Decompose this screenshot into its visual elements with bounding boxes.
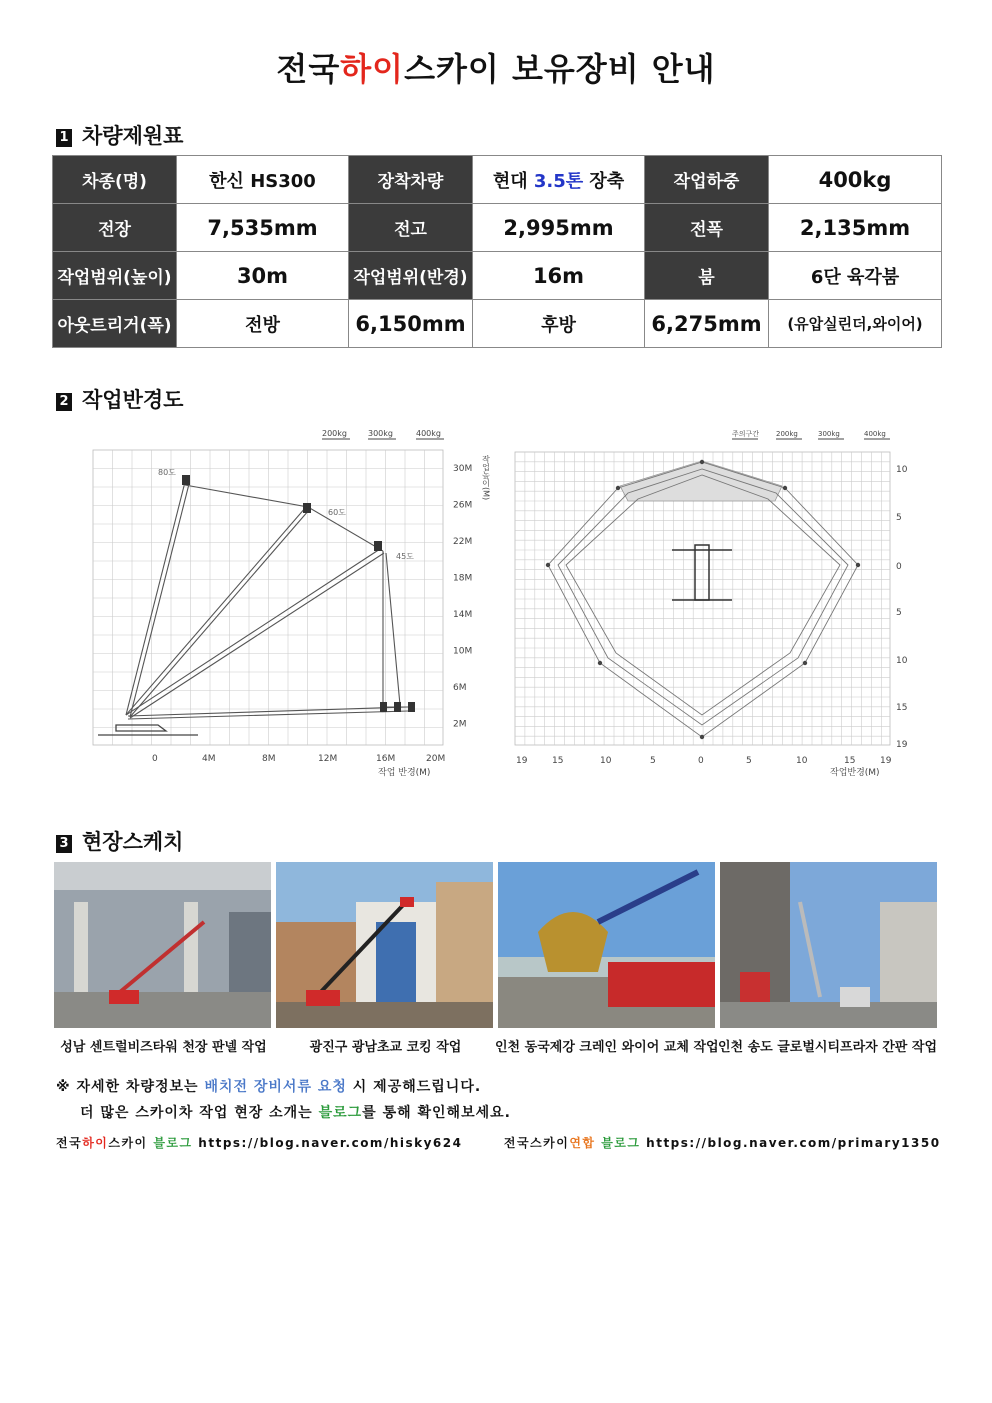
- table-header-cell: 장착차량: [349, 156, 473, 204]
- table-row: [53, 204, 942, 252]
- x-tick-label: 19: [516, 756, 528, 766]
- footer-text: 연합: [569, 1136, 596, 1150]
- y-tick-label: 19: [896, 740, 908, 750]
- x-axis-label: 작업반경(M): [830, 768, 880, 778]
- photo-caption: 광진구 광남초교 코킹 작업: [309, 1040, 462, 1055]
- footer-text: 블로그: [153, 1136, 193, 1150]
- y-tick-label: 5: [896, 608, 902, 618]
- x-tick-label: 4M: [202, 754, 216, 764]
- section-spec-heading: [56, 120, 183, 150]
- y-tick-label: 22M: [453, 537, 473, 547]
- cell-text: 장축: [583, 170, 625, 192]
- x-tick-label: 19: [880, 756, 892, 766]
- x-tick-label: 5: [650, 756, 656, 766]
- table-header-cell: 차종(명): [53, 156, 177, 204]
- site-photo-4: [720, 862, 937, 1028]
- table-header-cell: 전장: [53, 204, 177, 252]
- footer-text: 스카이: [108, 1136, 154, 1150]
- table-cell: 후방: [473, 300, 645, 348]
- table-cell: 6,275mm: [645, 300, 769, 348]
- note-text: 를 통해 확인해보세요.: [362, 1105, 511, 1121]
- table-cell: 6단 육각붐: [769, 252, 942, 300]
- site-photo-1: [54, 862, 271, 1028]
- x-tick-label: 0: [698, 756, 704, 766]
- site-photo-2: [276, 862, 493, 1028]
- section-number: 1: [56, 129, 72, 147]
- note-line-2: [80, 1102, 511, 1122]
- photo-caption: 인천 송도 글로벌시티프라자 간판 작업: [717, 1040, 938, 1055]
- x-axis-label: 작업 반경(M): [378, 768, 431, 778]
- table-cell: [473, 156, 645, 204]
- x-tick-label: 10: [796, 756, 808, 766]
- legend-item: 300kg: [368, 429, 393, 438]
- table-header-cell: 아웃트리거(폭): [53, 300, 177, 348]
- y-tick-label: 10: [896, 656, 908, 666]
- table-cell: 16m: [473, 252, 645, 300]
- y-tick-label: 5: [896, 513, 902, 523]
- y-tick-label: 15: [896, 703, 908, 713]
- footer-links: [56, 1134, 941, 1151]
- legend-item: 200kg: [322, 429, 347, 438]
- footer-text: 전국: [56, 1136, 83, 1150]
- table-cell: 7,535mm: [177, 204, 349, 252]
- table-header-cell: 작업하중: [645, 156, 769, 204]
- table-cell: 30m: [177, 252, 349, 300]
- y-tick-label: 30M: [453, 464, 473, 474]
- angle-label: 45도: [396, 552, 414, 561]
- table-row: [53, 300, 942, 348]
- table-cell: 한신 HS300: [177, 156, 349, 204]
- table-cell: 6,150mm: [349, 300, 473, 348]
- section-label: 현장스케치: [82, 830, 184, 854]
- table-cell: 전방: [177, 300, 349, 348]
- section-number: 3: [56, 835, 72, 853]
- y-axis-label: 작업높이(M): [481, 455, 491, 501]
- site-photo-3: [498, 862, 715, 1028]
- table-header-cell: 작업범위(반경): [349, 252, 473, 300]
- legend-item: 400kg: [864, 430, 886, 438]
- truck-base: [98, 725, 198, 735]
- y-tick-label: 6M: [453, 683, 467, 693]
- title-part2: 하이: [340, 50, 405, 88]
- legend-item: 주의구간: [732, 430, 760, 438]
- x-tick-label: 0: [152, 754, 158, 764]
- photo-caption: 성남 센트럴비즈타워 천장 판넬 작업: [60, 1040, 267, 1055]
- x-tick-label: 16M: [376, 754, 396, 764]
- chart-legend: [732, 429, 886, 438]
- y-tick-label: 18M: [453, 573, 473, 584]
- cell-text: 현대: [492, 170, 534, 192]
- photo-caption: 인천 동국제강 크레인 와이어 교체 작업: [495, 1040, 719, 1055]
- title-part1: 전국: [276, 50, 341, 88]
- note-text: ※ 자세한 차량정보는: [56, 1079, 205, 1095]
- table-header-cell: 작업범위(높이): [53, 252, 177, 300]
- basket-marks: [182, 475, 415, 712]
- x-tick-label: 12M: [318, 754, 338, 764]
- note-text: 시 제공해드립니다.: [346, 1079, 482, 1095]
- y-tick-label: 2M: [453, 719, 467, 730]
- legend-item: 200kg: [776, 430, 798, 438]
- x-tick-label: 5: [746, 756, 752, 766]
- legend-item: 300kg: [818, 430, 840, 438]
- x-tick-label: 10: [600, 756, 612, 766]
- table-row: [53, 156, 942, 204]
- section-label: 차량제원표: [82, 124, 184, 148]
- table-cell: 2,135mm: [769, 204, 942, 252]
- table-cell: 2,995mm: [473, 204, 645, 252]
- cell-text-highlight: 3.5톤: [533, 170, 584, 192]
- note-highlight: 블로그: [318, 1105, 363, 1121]
- legend-item: 400kg: [416, 429, 441, 438]
- note-line-1: [56, 1076, 481, 1096]
- section-chart-heading: [56, 384, 183, 414]
- table-cell: (유압실린더,와이어): [769, 300, 942, 348]
- note-text: 더 많은 스카이차 작업 현장 소개는: [80, 1105, 319, 1121]
- x-tick-label: 15: [552, 756, 564, 766]
- angle-label: 60도: [328, 508, 346, 517]
- working-radius-chart: [510, 425, 910, 785]
- angle-label: 80도: [158, 468, 176, 477]
- y-tick-label: 10: [896, 465, 908, 475]
- note-highlight: 배치전 장비서류 요청: [204, 1079, 347, 1095]
- x-tick-label: 8M: [262, 754, 276, 764]
- page-title: [0, 44, 992, 90]
- blog-link-primary[interactable]: https://blog.naver.com/primary1350: [640, 1136, 941, 1150]
- footer-text: 블로그: [595, 1136, 641, 1150]
- table-header-cell: 붐: [645, 252, 769, 300]
- blog-link-hisky[interactable]: https://blog.naver.com/hisky624: [192, 1136, 463, 1150]
- table-row: [53, 252, 942, 300]
- working-height-chart: [88, 425, 508, 785]
- table-cell: 400kg: [769, 156, 942, 204]
- footer-text: 하이: [82, 1136, 109, 1150]
- section-photo-heading: [56, 826, 183, 856]
- spec-table: [52, 155, 942, 348]
- title-part3: 스카이 보유장비 안내: [404, 50, 716, 88]
- table-header-cell: 전고: [349, 204, 473, 252]
- x-tick-label: 15: [844, 756, 856, 766]
- y-tick-label: 14M: [453, 610, 473, 620]
- photo-strip: [54, 862, 938, 1028]
- chart-legend: [322, 429, 441, 438]
- y-tick-label: 10M: [453, 646, 473, 657]
- section-label: 작업반경도: [82, 388, 184, 412]
- y-tick-label: 0: [896, 562, 902, 572]
- boom-lines: [126, 482, 410, 719]
- table-header-cell: 전폭: [645, 204, 769, 252]
- footer-text: 전국스카이: [503, 1136, 570, 1150]
- section-number: 2: [56, 393, 72, 411]
- y-tick-label: 26M: [453, 500, 473, 511]
- x-tick-label: 20M: [426, 754, 446, 764]
